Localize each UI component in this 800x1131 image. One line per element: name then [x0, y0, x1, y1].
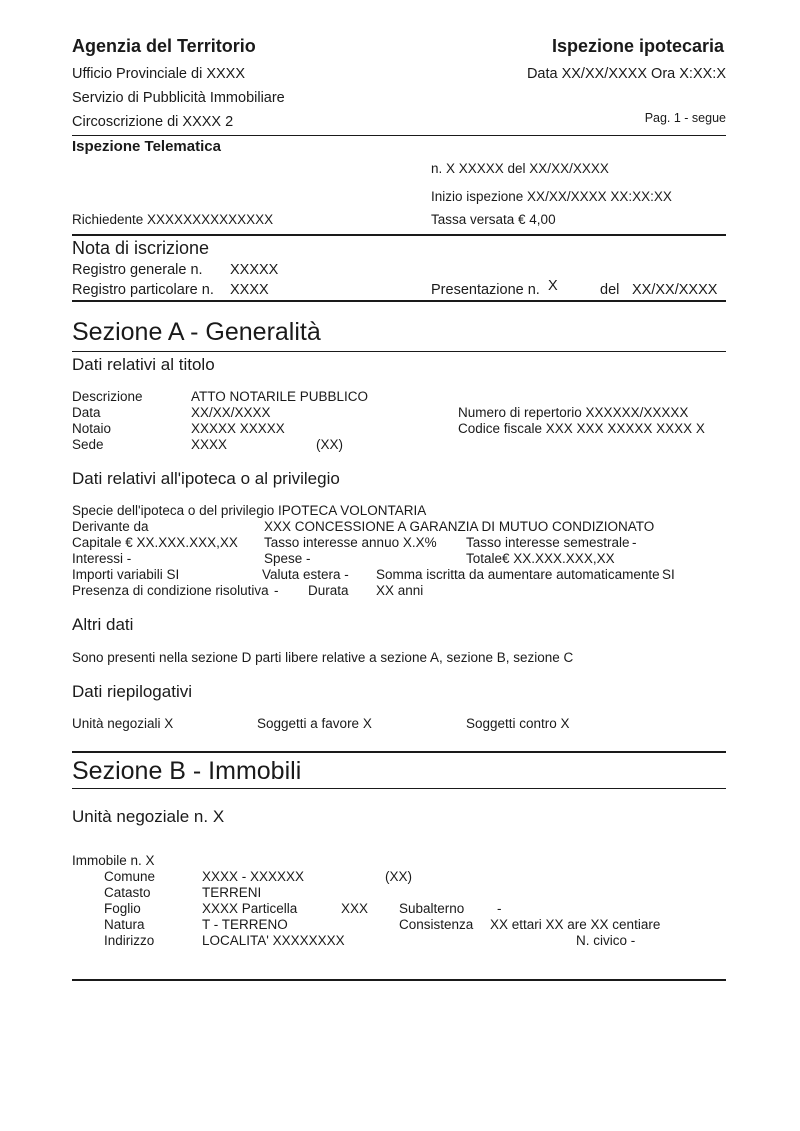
section-b-title: Sezione B - Immobili [72, 757, 302, 785]
specie: Specie dell'ipoteca o del privilegio IPOTECA VOLONTARIA [72, 503, 427, 518]
particella-value: XXX [341, 901, 369, 916]
divider [72, 135, 726, 136]
page-number: Pag. 1 - segue [644, 111, 726, 125]
sede-value: XXXX [191, 437, 228, 452]
spese: Spese - [264, 551, 311, 566]
sede-label: Sede [72, 437, 104, 452]
codice-fiscale: Codice fiscale XXX XXX XXXXX XXXX X [458, 421, 705, 436]
notaio-label: Notaio [72, 421, 112, 436]
ipoteca-heading: Dati relativi all'ipoteca o al privilegio [72, 469, 340, 488]
catasto-value: TERRENI [202, 885, 262, 900]
tasso-semestrale: Tasso interesse semestrale [466, 535, 630, 550]
importi-variabili: Importi variabili SI [72, 567, 180, 582]
titolo-heading: Dati relativi al titolo [72, 355, 215, 374]
immobile-number: Immobile n. X [72, 853, 155, 868]
altri-dati-text: Sono presenti nella sezione D parti libere relative a sezione A, sezione B, sezione C [72, 650, 574, 665]
inspection-start: Inizio ispezione XX/XX/XXXX XX:XX:XX [431, 189, 672, 204]
numero-civico: N. civico - [576, 933, 636, 948]
reg-part-value: XXXX [230, 282, 269, 298]
reg-part-label: Registro particolare n. [72, 282, 214, 298]
divider [72, 351, 726, 352]
unita-negoziale-heading: Unità negoziale n. X [72, 807, 225, 826]
divider [72, 788, 726, 789]
somma-iscritta-value: SI [662, 567, 675, 582]
presentation-value: X [548, 278, 558, 294]
notaio-value: XXXXX XXXXX [191, 421, 285, 436]
comune-province: (XX) [385, 869, 412, 884]
natura-value: T - TERRENO [202, 917, 288, 932]
tasso-semestrale-value: - [632, 535, 637, 550]
district: Circoscrizione di XXXX 2 [72, 114, 234, 130]
durata-value: XX anni [376, 583, 424, 598]
valuta-estera: Valuta estera - [262, 567, 349, 582]
datetime: Data XX/XX/XXXX Ora X:XX:X [526, 66, 726, 82]
section-a-title: Sezione A - Generalità [72, 318, 321, 346]
unita-negoziali: Unità negoziali X [72, 716, 174, 731]
divider [72, 979, 726, 981]
presentation-date: XX/XX/XXXX [632, 282, 718, 298]
altri-dati-heading: Altri dati [72, 615, 134, 634]
presenza-condizione: Presenza di condizione risolutiva [72, 583, 269, 598]
inspection-number: n. X XXXXX del XX/XX/XXXX [431, 161, 609, 176]
derivante-value: XXX CONCESSIONE A GARANZIA DI MUTUO CONDIZIONATO [264, 519, 655, 534]
natura-label: Natura [104, 917, 145, 932]
sede-province: (XX) [316, 437, 343, 452]
comune-value: XXXX - XXXXXX [202, 869, 305, 884]
derivante-label: Derivante da [72, 519, 149, 534]
reg-gen-value: XXXXX [230, 262, 279, 278]
presentation-label: Presentazione n. [431, 282, 540, 298]
nota-title: Nota di iscrizione [72, 238, 210, 258]
tasso-annuo: Tasso interesse annuo X.X% [264, 535, 437, 550]
foglio-label: Foglio [104, 901, 141, 916]
subalterno-label: Subalterno [399, 901, 465, 916]
soggetti-contro: Soggetti contro X [466, 716, 570, 731]
descrizione-value: ATTO NOTARILE PUBBLICO [191, 389, 369, 404]
repertorio: Numero di repertorio XXXXXX/XXXXX [458, 405, 689, 420]
capitale: Capitale € XX.XXX.XXX,XX [72, 535, 238, 550]
fee: Tassa versata € 4,00 [431, 212, 556, 227]
data-value: XX/XX/XXXX [191, 405, 271, 420]
agency-name: Agenzia del Territorio [72, 36, 256, 56]
catasto-label: Catasto [104, 885, 151, 900]
riepilogo-heading: Dati riepilogativi [72, 682, 192, 701]
foglio-value: XXXX Particella [202, 901, 298, 916]
descrizione-label: Descrizione [72, 389, 143, 404]
soggetti-favore: Soggetti a favore X [257, 716, 372, 731]
presentation-date-label: del [600, 282, 620, 298]
interessi: Interessi - [72, 551, 132, 566]
office: Ufficio Provinciale di XXXX [72, 66, 246, 82]
indirizzo-value: LOCALITA' XXXXXXXX [202, 933, 345, 948]
comune-label: Comune [104, 869, 156, 884]
presenza-condizione-value: - [274, 583, 279, 598]
inspection-type: Ispezione Telematica [72, 138, 221, 155]
totale: Totale€ XX.XXX.XXX,XX [466, 551, 615, 566]
consistenza-label: Consistenza [399, 917, 474, 932]
durata-label: Durata [308, 583, 349, 598]
consistenza-value: XX ettari XX are XX centiare [490, 917, 661, 932]
document-title: Ispezione ipotecaria [551, 36, 724, 56]
divider [72, 234, 726, 236]
divider [72, 300, 726, 302]
reg-gen-label: Registro generale n. [72, 262, 203, 278]
data-label: Data [72, 405, 101, 420]
divider [72, 751, 726, 753]
subalterno-value: - [497, 901, 502, 916]
service: Servizio di Pubblicità Immobiliare [72, 90, 285, 106]
requester: Richiedente XXXXXXXXXXXXXX [72, 212, 274, 227]
indirizzo-label: Indirizzo [104, 933, 155, 948]
somma-iscritta: Somma iscritta da aumentare automaticamente [376, 567, 660, 582]
